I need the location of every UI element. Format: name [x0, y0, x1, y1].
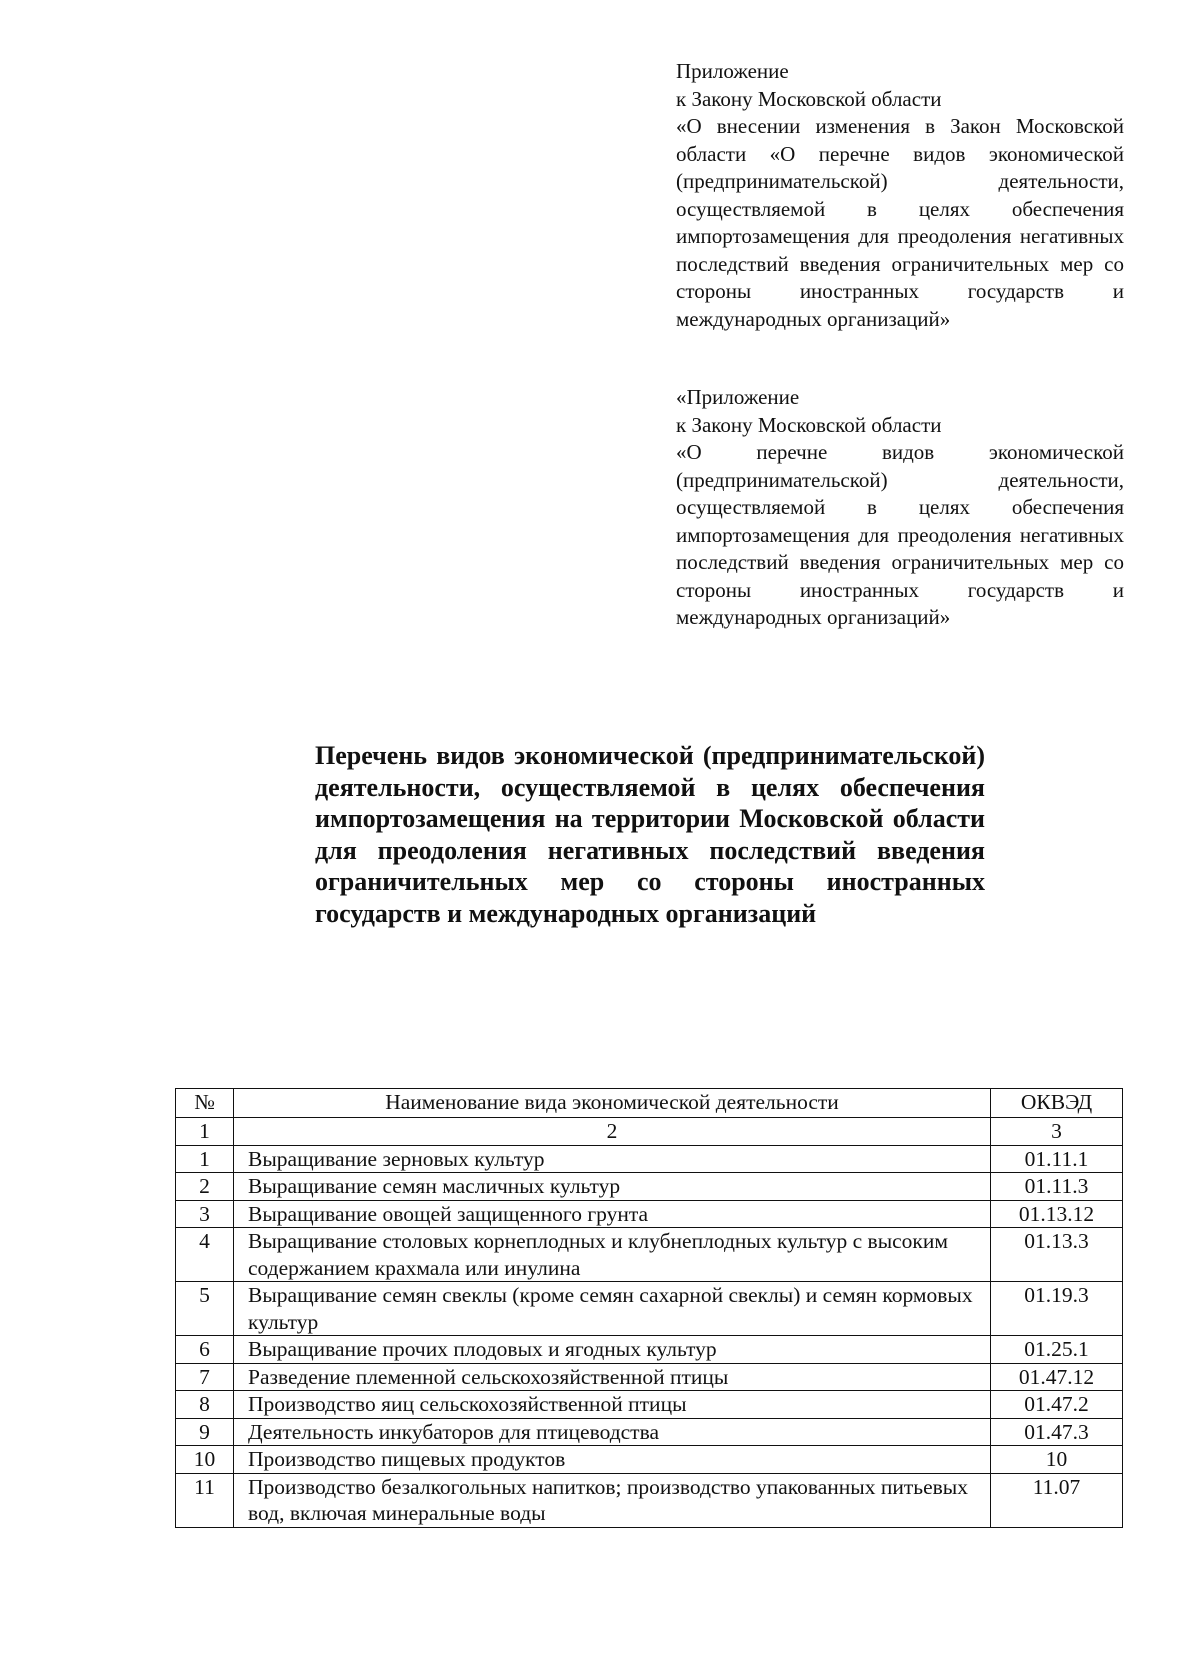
table-row: [176, 1336, 1123, 1364]
row-number: 9: [176, 1418, 234, 1446]
table-row: [176, 1282, 1123, 1336]
row-number: 5: [176, 1282, 234, 1336]
header-okved: ОКВЭД: [991, 1089, 1123, 1118]
column-number-1: 1: [176, 1118, 234, 1146]
row-okved-code: 01.11.3: [991, 1173, 1123, 1201]
row-okved-code: 01.19.3: [991, 1282, 1123, 1336]
row-activity-name: Производство пищевых продуктов: [234, 1446, 991, 1474]
row-activity-name: Выращивание овощей защищенного грунта: [234, 1200, 991, 1228]
row-number: 6: [176, 1336, 234, 1364]
row-number: 3: [176, 1200, 234, 1228]
row-okved-code: 10: [991, 1446, 1123, 1474]
column-number-2: 2: [234, 1118, 991, 1146]
row-activity-name: Деятельность инкубаторов для птицеводства: [234, 1418, 991, 1446]
row-okved-code: 01.47.3: [991, 1418, 1123, 1446]
header-number: №: [176, 1089, 234, 1118]
row-okved-code: 01.47.12: [991, 1363, 1123, 1391]
row-okved-code: 11.07: [991, 1473, 1123, 1527]
appendix-header: [676, 58, 1124, 333]
table-row: [176, 1173, 1123, 1201]
row-okved-code: 01.25.1: [991, 1336, 1123, 1364]
row-okved-code: 01.47.2: [991, 1391, 1123, 1419]
table-row: [176, 1145, 1123, 1173]
column-numbers-row: [176, 1118, 1123, 1146]
row-activity-name: Выращивание прочих плодовых и ягодных культур: [234, 1336, 991, 1364]
table-row: [176, 1418, 1123, 1446]
table-row: [176, 1446, 1123, 1474]
row-activity-name: Выращивание семян масличных культур: [234, 1173, 991, 1201]
table-row: [176, 1228, 1123, 1282]
table-row: [176, 1391, 1123, 1419]
row-number: 2: [176, 1173, 234, 1201]
table-header-row: [176, 1089, 1123, 1118]
document-title: Перечень видов экономической (предпринимательской) деятельности, осуществляемой в целях обеспечения импортозамещения на территории Московской области для преодоления негативных последствий введения ограничительных мер со стороны иностранных государств и международных организаций: [315, 741, 985, 928]
row-number: 1: [176, 1145, 234, 1173]
table-row: [176, 1363, 1123, 1391]
row-number: 8: [176, 1391, 234, 1419]
row-activity-name: Выращивание столовых корнеплодных и клубнеплодных культур с высоким содержанием крахмала или инулина: [234, 1228, 991, 1282]
activity-table: [175, 1088, 1123, 1528]
table-row: [176, 1473, 1123, 1527]
appendix-quote-law-title: «О перечне видов экономической (предпринимательской) деятельности, осуществляемой в целях обеспечения импортозамещения для преодоления негативных последствий введения ограничительных мер со стороны иностранных государств и международных организаций»: [676, 440, 1124, 629]
row-okved-code: 01.11.1: [991, 1145, 1123, 1173]
column-number-3: 3: [991, 1118, 1123, 1146]
appendix-law-title: «О внесении изменения в Закон Московской области «О перечне видов экономической (предпринимательской) деятельности, осуществляемой в целях обеспечения импортозамещения для преодоления негативных последствий введения ограничительных мер со стороны иностранных государств и международных организаций»: [676, 114, 1124, 331]
appendix-quote: [676, 384, 1124, 632]
row-activity-name: Разведение племенной сельскохозяйственной птицы: [234, 1363, 991, 1391]
row-activity-name: Производство яиц сельскохозяйственной птицы: [234, 1391, 991, 1419]
appendix-quote-law-reference: к Закону Московской области: [676, 412, 942, 437]
header-activity-name: Наименование вида экономической деятельности: [234, 1089, 991, 1118]
row-activity-name: Выращивание семян свеклы (кроме семян сахарной свеклы) и семян кормовых культур: [234, 1282, 991, 1336]
row-number: 7: [176, 1363, 234, 1391]
appendix-quote-label: «Приложение: [676, 385, 800, 409]
appendix-label: Приложение: [676, 59, 789, 83]
row-okved-code: 01.13.12: [991, 1200, 1123, 1228]
row-number: 10: [176, 1446, 234, 1474]
row-okved-code: 01.13.3: [991, 1228, 1123, 1282]
row-activity-name: Выращивание зерновых культур: [234, 1145, 991, 1173]
row-number: 11: [176, 1473, 234, 1527]
row-activity-name: Производство безалкогольных напитков; производство упакованных питьевых вод, включая минеральные воды: [234, 1473, 991, 1527]
row-number: 4: [176, 1228, 234, 1282]
table-row: [176, 1200, 1123, 1228]
appendix-law-reference: к Закону Московской области: [676, 86, 942, 111]
